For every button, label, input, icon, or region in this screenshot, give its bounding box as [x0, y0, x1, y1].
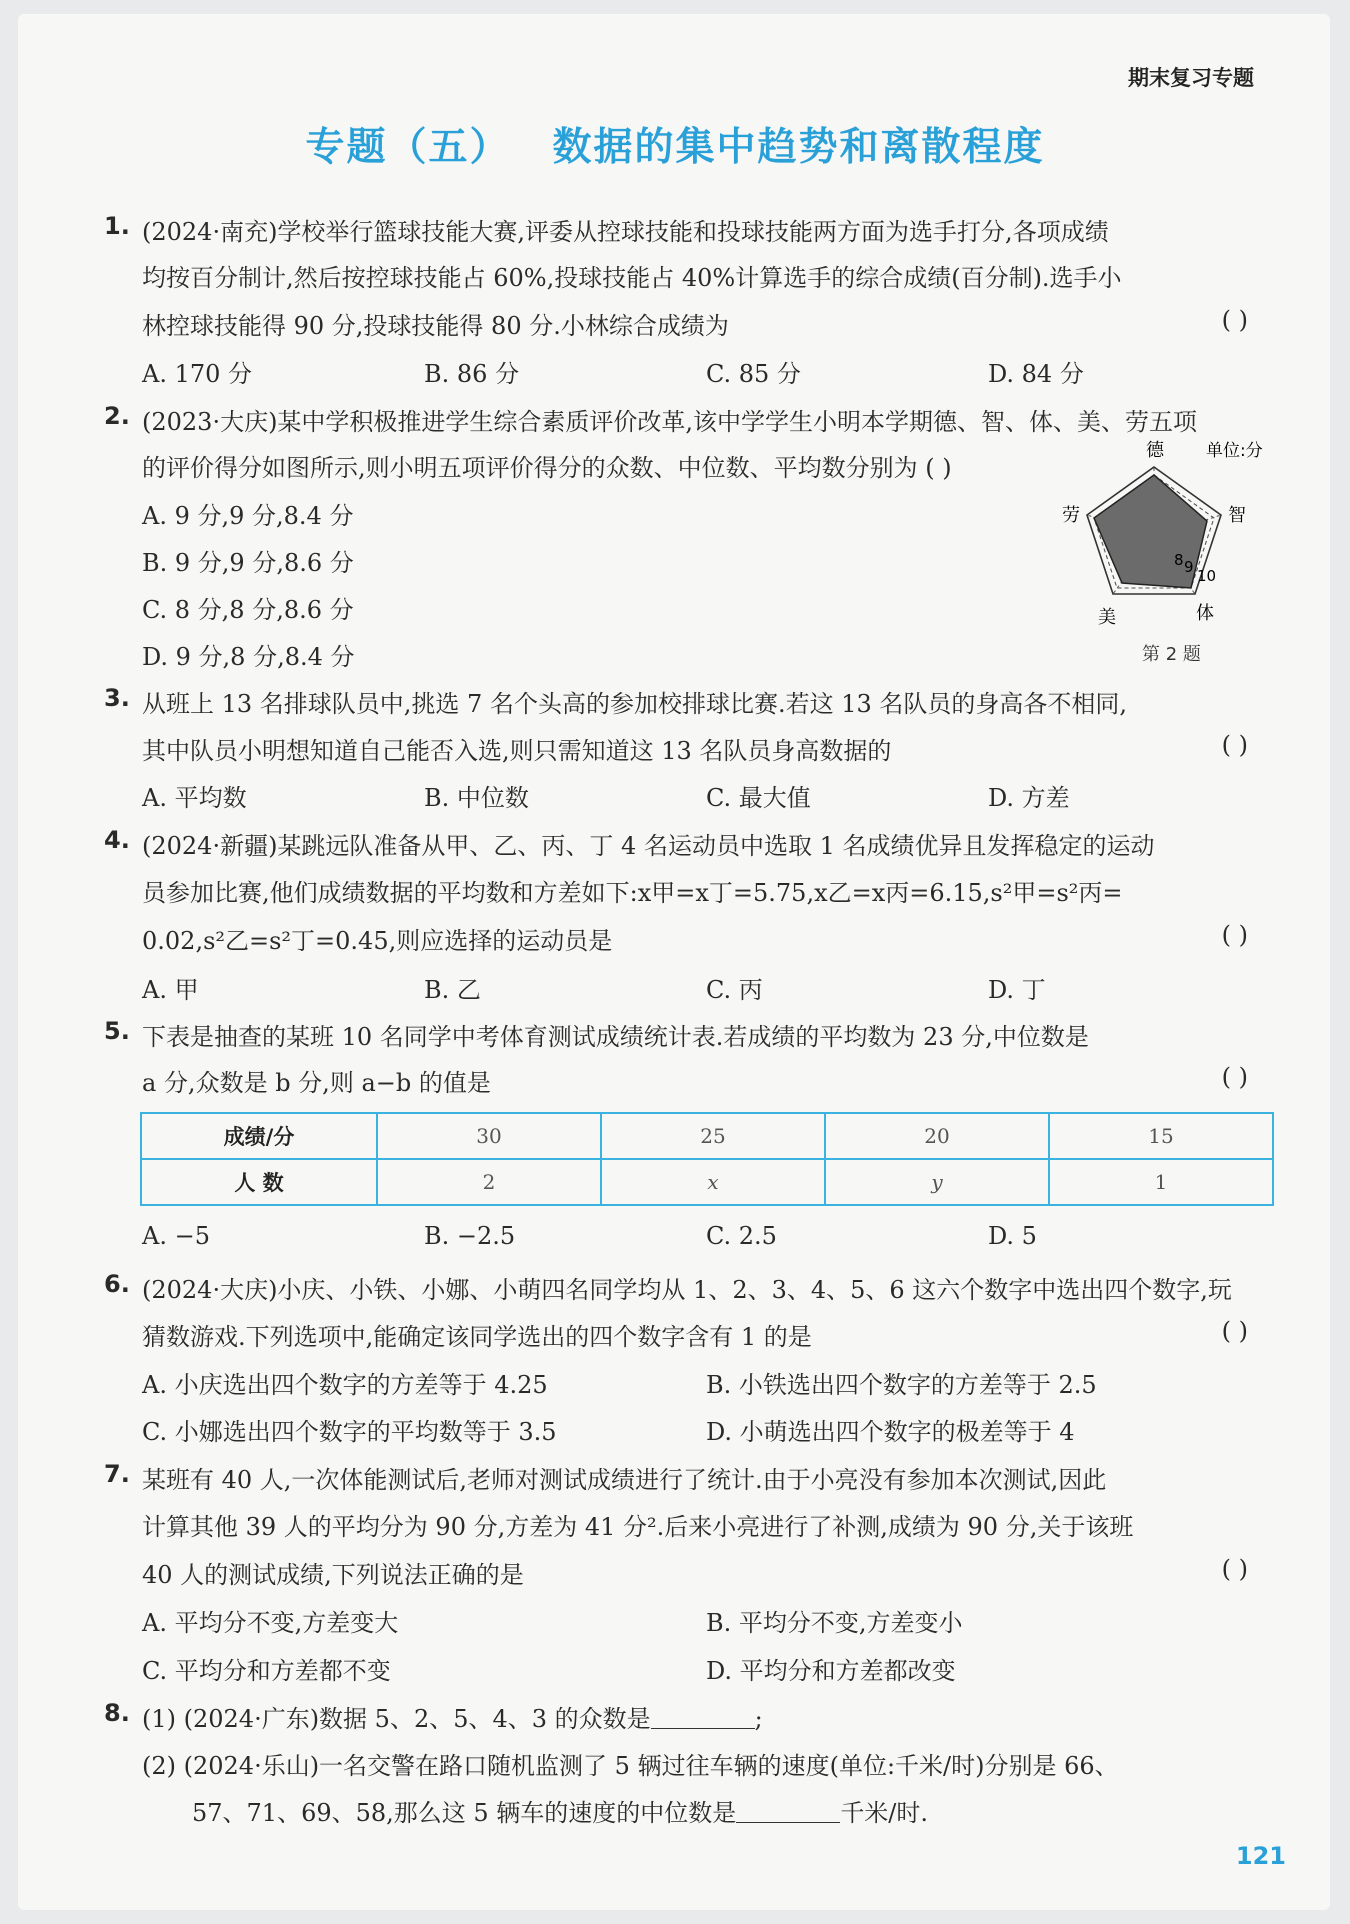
radar-figure: [1058, 437, 1298, 637]
q5-answer-paren[interactable]: ( ): [1221, 1063, 1248, 1091]
q6-option-b[interactable]: B. 小铁选出四个数字的方差等于 2.5: [706, 1371, 1097, 1399]
radar-label-zhi: 智: [1228, 505, 1246, 526]
q4-option-a[interactable]: A. 甲: [142, 976, 199, 1004]
q1-option-b[interactable]: B. 86 分: [424, 360, 520, 388]
table-cell: 1: [1049, 1159, 1273, 1205]
q8-part2-blank[interactable]: [736, 1800, 840, 1823]
q8-part1-text: (1) (2024·广东)数据 5、2、5、4、3 的众数是: [142, 1705, 651, 1733]
table-cell: 25: [601, 1113, 825, 1159]
radar-label-de: 德: [1146, 440, 1164, 461]
table-cell: 15: [1049, 1113, 1273, 1159]
q1-number: 1.: [104, 212, 130, 240]
q3-line1: 从班上 13 名排球队员中,挑选 7 名个头高的参加校排球比赛.若这 13 名队员的身高各不相同,: [142, 690, 1128, 718]
radar-tick-8: 8: [1174, 551, 1184, 569]
q8-part2-text: 57、71、69、58,那么这 5 辆车的速度的中位数是: [192, 1799, 737, 1827]
table-row: [141, 1159, 1273, 1205]
q4-option-c[interactable]: C. 丙: [706, 976, 763, 1004]
q7-option-d[interactable]: D. 平均分和方差都改变: [706, 1657, 956, 1685]
q7-line3: 40 人的测试成绩,下列说法正确的是: [142, 1561, 524, 1589]
title-part2: 数据的集中趋势和离散程度: [552, 125, 1045, 170]
q6-number: 6.: [104, 1270, 130, 1298]
q3-option-a[interactable]: A. 平均数: [142, 784, 247, 812]
q6-option-a[interactable]: A. 小庆选出四个数字的方差等于 4.25: [142, 1371, 548, 1399]
q7-line1: 某班有 40 人,一次体能测试后,老师对测试成绩进行了统计.由于小亮没有参加本次测试,因此: [142, 1466, 1107, 1494]
q6-answer-paren[interactable]: ( ): [1221, 1317, 1248, 1345]
q3-option-c[interactable]: C. 最大值: [706, 784, 811, 812]
q4-option-d[interactable]: D. 丁: [988, 976, 1046, 1004]
q4-line1: (2024·新疆)某跳远队准备从甲、乙、丙、丁 4 名运动员中选取 1 名成绩优异且发挥稳定的运动: [142, 832, 1155, 860]
q4-option-b[interactable]: B. 乙: [424, 976, 481, 1004]
radar-label-ti: 体: [1196, 603, 1214, 624]
q1-option-d[interactable]: D. 84 分: [988, 360, 1084, 388]
q5-option-b[interactable]: B. −2.5: [424, 1222, 516, 1250]
q7-number: 7.: [104, 1460, 130, 1488]
q1-option-a[interactable]: A. 170 分: [142, 360, 253, 388]
q3-option-d[interactable]: D. 方差: [988, 784, 1070, 812]
q2-option-b[interactable]: B. 9 分,9 分,8.6 分: [142, 549, 354, 577]
radar-label-lao: 劳: [1062, 505, 1080, 526]
q8-line2: (2) (2024·乐山)一名交警在路口随机监测了 5 辆过往车辆的速度(单位:千米/时)分别是 66、: [142, 1752, 1119, 1780]
q2-option-a[interactable]: A. 9 分,9 分,8.4 分: [142, 502, 354, 530]
q5-line1: 下表是抽查的某班 10 名同学中考体育测试成绩统计表.若成绩的平均数为 23 分,中位数是: [142, 1023, 1089, 1051]
q3-option-b[interactable]: B. 中位数: [424, 784, 529, 812]
q1-line1: (2024·南充)学校举行篮球技能大赛,评委从控球技能和投球技能两方面为选手打分,各项成绩: [142, 218, 1109, 246]
q5-option-a[interactable]: A. −5: [142, 1222, 210, 1250]
radar-tick-10: 10: [1197, 567, 1217, 585]
q7-option-c[interactable]: C. 平均分和方差都不变: [142, 1657, 391, 1685]
q1-answer-paren[interactable]: ( ): [1221, 306, 1248, 334]
q3-line2: 其中队员小明想知道自己能否入选,则只需知道这 13 名队员身高数据的: [142, 737, 892, 765]
table-header-count: 人 数: [141, 1159, 377, 1205]
q2-answer-paren[interactable]: ( ): [925, 454, 952, 482]
q3-answer-paren[interactable]: ( ): [1221, 731, 1248, 759]
q4-line3: 0.02,s²乙=s²丁=0.45,则应选择的运动员是: [142, 927, 613, 955]
table-cell: 20: [825, 1113, 1049, 1159]
q1-line3: 林控球技能得 90 分,投球技能得 80 分.小林综合成绩为: [142, 312, 729, 340]
table-cell: x: [601, 1159, 825, 1205]
radar-unit: 单位:分: [1206, 441, 1263, 461]
q6-line1: (2024·大庆)小庆、小铁、小娜、小萌四名同学均从 1、2、3、4、5、6 这六个数字中选出四个数字,玩: [142, 1276, 1232, 1304]
q6-line2: 猜数游戏.下列选项中,能确定该同学选出的四个数字含有 1 的是: [142, 1323, 812, 1351]
radar-tick-9: 9: [1184, 558, 1194, 576]
figure-caption: 第 2 题: [1142, 644, 1201, 665]
q5-number: 5.: [104, 1017, 130, 1045]
q2-line2-text: 的评价得分如图所示,则小明五项评价得分的众数、中位数、平均数分别为: [142, 454, 918, 482]
q4-number: 4.: [104, 826, 130, 854]
q1-line2: 均按百分制计,然后按控球技能占 60%,投球技能占 40%计算选手的综合成绩(百分制).选手小: [142, 264, 1122, 292]
q4-line2: 员参加比赛,他们成绩数据的平均数和方差如下:x甲=x丁=5.75,x乙=x丙=6.15,s²甲=s²丙=: [142, 879, 1123, 907]
table-header-score: 成绩/分: [141, 1113, 377, 1159]
title-part1: 专题（五）: [305, 125, 511, 170]
q7-line2: 计算其他 39 人的平均分为 90 分,方差为 41 分².后来小亮进行了补测,成绩为 90 分,关于该班: [142, 1513, 1134, 1541]
q8-part1-blank[interactable]: [651, 1706, 755, 1729]
table-cell: 30: [377, 1113, 601, 1159]
q7-option-a[interactable]: A. 平均分不变,方差变大: [142, 1609, 399, 1637]
q2-option-c[interactable]: C. 8 分,8 分,8.6 分: [142, 596, 354, 624]
q7-option-b[interactable]: B. 平均分不变,方差变小: [706, 1609, 963, 1637]
table-row: [141, 1113, 1273, 1159]
q5-line2: a 分,众数是 b 分,则 a−b 的值是: [142, 1069, 491, 1097]
q5-option-d[interactable]: D. 5: [988, 1222, 1037, 1250]
q8-part1-end: ;: [754, 1705, 763, 1733]
score-table: [140, 1112, 1274, 1206]
q4-answer-paren[interactable]: ( ): [1221, 921, 1248, 949]
q3-number: 3.: [104, 684, 130, 712]
page-number: 121: [1235, 1842, 1286, 1870]
q7-answer-paren[interactable]: ( ): [1221, 1555, 1248, 1583]
radar-label-mei: 美: [1098, 607, 1116, 628]
page-title: [0, 116, 1350, 172]
q2-number: 2.: [104, 402, 130, 430]
table-cell: 2: [377, 1159, 601, 1205]
q8-part2-end: 千米/时.: [840, 1799, 929, 1827]
q8-number: 8.: [104, 1699, 130, 1727]
q6-option-c[interactable]: C. 小娜选出四个数字的平均数等于 3.5: [142, 1418, 557, 1446]
q6-option-d[interactable]: D. 小萌选出四个数字的极差等于 4: [706, 1418, 1075, 1446]
q1-option-c[interactable]: C. 85 分: [706, 360, 801, 388]
q5-option-c[interactable]: C. 2.5: [706, 1222, 777, 1250]
q2-line1: (2023·大庆)某中学积极推进学生综合素质评价改革,该中学学生小明本学期德、智、体、美、劳五项: [142, 408, 1198, 436]
table-cell: y: [825, 1159, 1049, 1205]
q2-option-d[interactable]: D. 9 分,8 分,8.4 分: [142, 643, 355, 671]
q8-line1: [142, 1699, 763, 1734]
q2-line2: [142, 448, 952, 483]
q8-line3: [192, 1793, 928, 1828]
running-header: 期末复习专题: [1128, 66, 1254, 90]
